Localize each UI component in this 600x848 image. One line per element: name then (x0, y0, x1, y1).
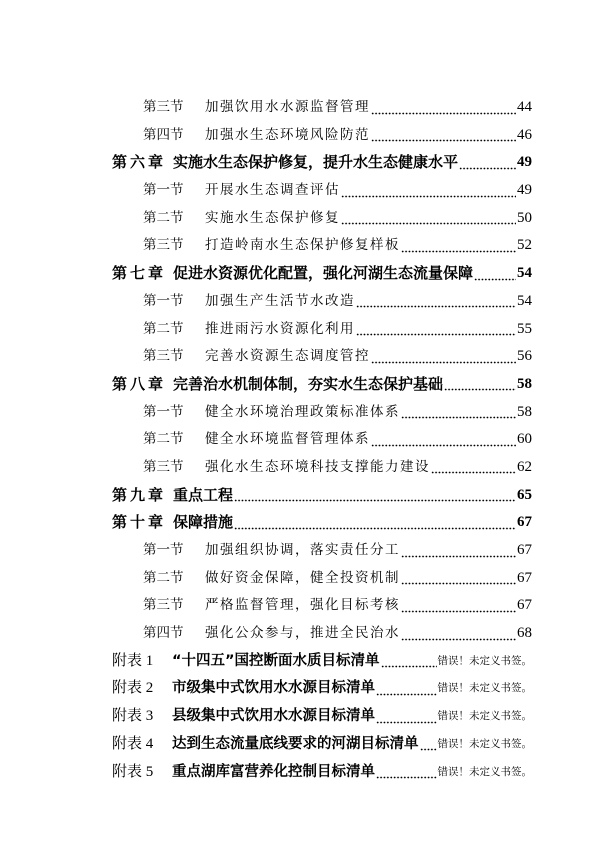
entry-page: 67 (517, 569, 532, 586)
dot-leader (356, 288, 516, 316)
entry-label: 附表 2 (112, 680, 154, 697)
toc-entry-appendix (112, 703, 532, 731)
entry-title: 健全水环境监督管理体系 (205, 431, 370, 448)
entry-title: 开展水生态调查评估 (205, 182, 340, 199)
toc-entry-chapter (112, 260, 532, 288)
entry-page: 54 (517, 265, 532, 282)
dot-leader (234, 482, 516, 510)
dot-leader (356, 316, 516, 344)
entry-title: 做好资金保障，健全投资机制 (205, 569, 400, 586)
entry-label: 第四节 (143, 625, 184, 642)
dot-leader (401, 232, 516, 260)
entry-page: 44 (517, 99, 532, 115)
toc-entry-section (112, 592, 532, 620)
entry-page: 67 (517, 542, 532, 558)
dot-leader (431, 454, 516, 482)
dot-leader (341, 177, 516, 205)
toc-entry-section (112, 205, 532, 233)
entry-title: 县级集中式饮用水水源目标清单 (172, 708, 375, 725)
dot-leader (401, 592, 516, 620)
bookmark-error-text: 错误！未定义书签。 (437, 765, 532, 778)
toc-entry-chapter (112, 371, 532, 399)
entry-label: 第九章 (112, 485, 167, 504)
entry-title: 推进雨污水资源化利用 (205, 320, 355, 337)
entry-label: 第十章 (112, 513, 167, 532)
dot-leader (401, 565, 516, 593)
toc-entry-section (112, 426, 532, 454)
entry-title: 加强组织协调，落实责任分工 (205, 542, 400, 558)
entry-label: 第三节 (143, 597, 184, 614)
dot-leader (376, 675, 437, 703)
dot-leader (420, 731, 437, 759)
entry-page: 46 (517, 126, 532, 143)
toc-entry-appendix (112, 675, 532, 703)
entry-title: 严格监督管理，强化目标考核 (205, 597, 400, 614)
toc-entry-section (112, 565, 532, 593)
entry-title: 完善水资源生态调度管控 (205, 348, 370, 365)
entry-title: 实施水生态保护修复，提升水生态健康水平 (173, 153, 459, 172)
entry-label: 第八章 (112, 374, 167, 393)
dot-leader (401, 620, 516, 648)
dot-leader (381, 648, 437, 676)
entry-label: 第一节 (143, 403, 184, 420)
entry-page: 67 (517, 514, 532, 531)
entry-label: 第三节 (143, 99, 184, 115)
entry-title: 实施水生态保护修复 (205, 209, 340, 226)
toc-entry-section (112, 94, 532, 122)
entry-title: 保障措施 (173, 513, 234, 532)
dot-leader (459, 149, 516, 177)
toc-entry-section (112, 343, 532, 371)
entry-page: 60 (517, 431, 532, 448)
bookmark-error-text: 错误！未定义书签。 (437, 682, 532, 695)
entry-label: 第二节 (143, 209, 184, 226)
entry-title: “十四五”国控断面水质目标清单 (172, 652, 380, 669)
dot-leader (401, 537, 516, 565)
entry-title: 完善治水机制体制，夯实水生态保护基础 (173, 374, 444, 393)
dot-leader (376, 759, 437, 787)
toc-entry-section (112, 620, 532, 648)
entry-page: 67 (517, 597, 532, 614)
entry-title: 重点工程 (173, 485, 234, 504)
entry-title: 强化公众参与，推进全民治水 (205, 625, 400, 642)
dot-leader (401, 399, 516, 427)
entry-label: 第三节 (143, 458, 184, 475)
dot-leader (376, 703, 437, 731)
entry-title: 达到生态流量底线要求的河湖目标清单 (172, 735, 419, 752)
bookmark-error-text: 错误！未定义书签。 (437, 737, 532, 750)
entry-page: 52 (517, 237, 532, 254)
toc-entry-appendix (112, 648, 532, 676)
entry-label: 附表 3 (112, 708, 154, 725)
dot-leader (474, 260, 516, 288)
entry-page: 62 (517, 458, 532, 475)
entry-page: 65 (517, 486, 532, 503)
entry-title: 强化水生态环境科技支撑能力建设 (205, 458, 430, 475)
toc-entry-section (112, 177, 532, 205)
entry-label: 附表 4 (112, 735, 154, 752)
entry-title: 健全水环境治理政策标准体系 (205, 403, 400, 420)
entry-label: 第一节 (143, 542, 184, 558)
entry-page: 58 (517, 403, 532, 420)
bookmark-error-text: 错误！未定义书签。 (437, 710, 532, 723)
toc-entry-chapter (112, 482, 532, 510)
entry-page: 68 (517, 625, 532, 642)
toc-entry-section (112, 316, 532, 344)
toc-entry-section (112, 537, 532, 565)
entry-label: 第二节 (143, 320, 184, 337)
dot-leader (234, 509, 516, 537)
entry-page: 55 (517, 320, 532, 337)
toc-entry-chapter (112, 149, 532, 177)
entry-label: 第四节 (143, 126, 184, 143)
entry-label: 附表 5 (112, 763, 154, 780)
entry-label: 第二节 (143, 569, 184, 586)
toc-entry-section (112, 232, 532, 260)
toc-entry-appendix (112, 759, 532, 787)
entry-page: 56 (517, 348, 532, 365)
entry-label: 第六章 (112, 153, 167, 172)
entry-title: 重点湖库富营养化控制目标清单 (172, 763, 375, 780)
entry-title: 市级集中式饮用水水源目标清单 (172, 680, 375, 697)
entry-title: 促进水资源优化配置，强化河湖生态流量保障 (173, 264, 474, 283)
dot-leader (371, 94, 516, 122)
toc-entry-chapter (112, 509, 532, 537)
toc-entry-appendix (112, 731, 532, 759)
table-of-contents (112, 94, 532, 786)
entry-page: 49 (517, 154, 532, 171)
dot-leader (444, 371, 516, 399)
entry-title: 加强水生态环境风险防范 (205, 126, 370, 143)
entry-title: 加强生产生活节水改造 (205, 292, 355, 309)
entry-page: 49 (517, 182, 532, 199)
toc-entry-section (112, 399, 532, 427)
entry-label: 第二节 (143, 431, 184, 448)
entry-page: 54 (517, 292, 532, 309)
entry-label: 第一节 (143, 182, 184, 199)
entry-label: 第七章 (112, 264, 167, 283)
toc-entry-section (112, 454, 532, 482)
dot-leader (371, 343, 516, 371)
dot-leader (341, 205, 516, 233)
dot-leader (371, 426, 516, 454)
entry-title: 打造岭南水生态保护修复样板 (205, 237, 400, 254)
entry-label: 第三节 (143, 348, 184, 365)
toc-entry-section (112, 122, 532, 150)
entry-label: 附表 1 (112, 652, 154, 669)
entry-page: 58 (517, 375, 532, 392)
dot-leader (371, 122, 516, 150)
entry-page: 50 (517, 209, 532, 226)
entry-title: 加强饮用水水源监督管理 (205, 99, 370, 115)
entry-label: 第三节 (143, 237, 184, 254)
bookmark-error-text: 错误！未定义书签。 (437, 654, 532, 667)
toc-entry-section (112, 288, 532, 316)
entry-label: 第一节 (143, 292, 184, 309)
